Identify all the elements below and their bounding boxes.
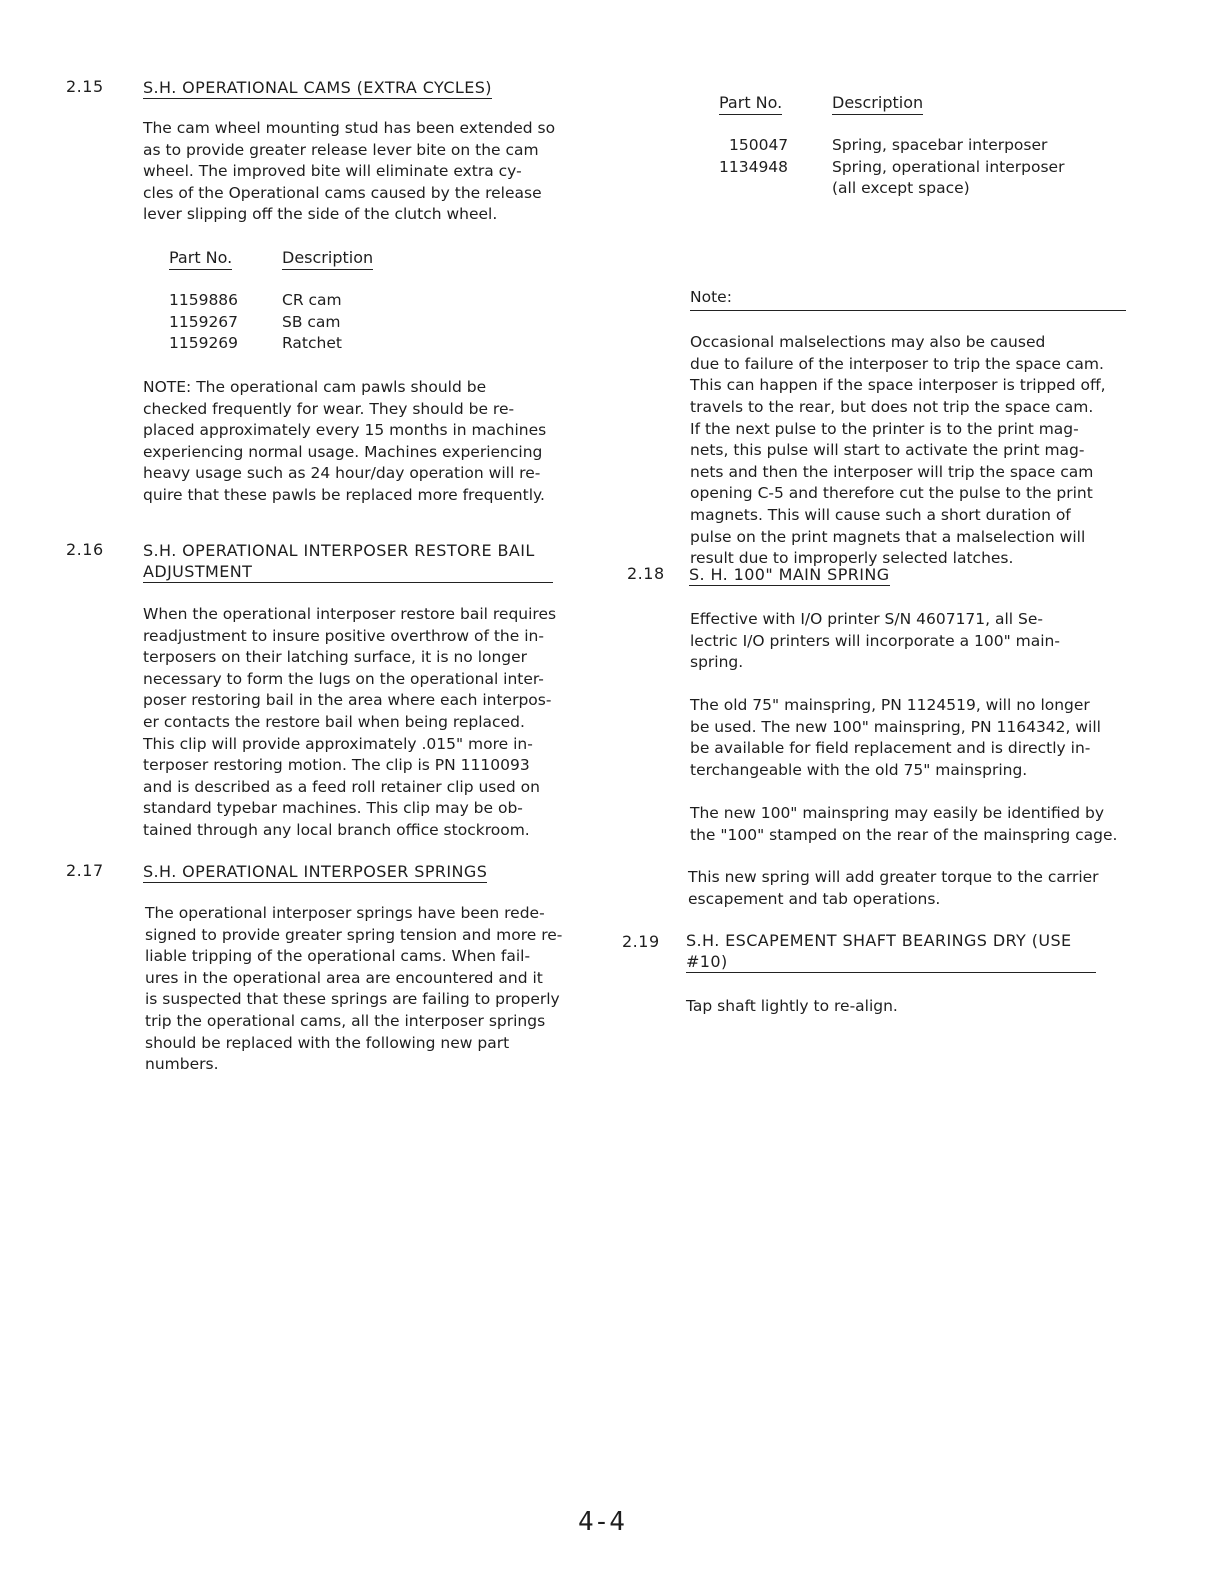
note-line: magnets. This will cause such a short duration of bbox=[690, 505, 1071, 524]
section-title-text: S. H. 100" MAIN SPRING bbox=[689, 565, 890, 584]
note-line: NOTE: The operational cam pawls should be bbox=[143, 378, 487, 396]
note-2-17 bbox=[690, 287, 1126, 570]
section-title-2-19 bbox=[686, 930, 1096, 973]
note-line: heavy usage such as 24 hour/day operation will re- bbox=[143, 464, 541, 483]
part-description: CR cam bbox=[282, 291, 342, 309]
para-line: liable tripping of the operational cams. When fail- bbox=[145, 947, 531, 966]
para-line: be available for field replacement and is directly in- bbox=[690, 739, 1091, 758]
note-line: quire that these pawls be replaced more frequently. bbox=[143, 485, 545, 504]
para-line: This clip will provide approximately .015" more in- bbox=[143, 734, 533, 753]
paragraph-2-15 bbox=[143, 118, 557, 226]
note-line: checked frequently for wear. They should be re- bbox=[143, 399, 515, 418]
section-title-2-18 bbox=[689, 564, 890, 585]
para-line: terchangeable with the old 75" mainspring. bbox=[690, 760, 1028, 779]
section-title-line: #10) bbox=[686, 952, 728, 971]
paragraph-2-17 bbox=[145, 903, 571, 1076]
paragraph-2-18-d bbox=[688, 867, 1118, 910]
para-line: The old 75" mainspring, PN 1124519, will no longer bbox=[690, 696, 1090, 714]
header-description: Description bbox=[832, 93, 923, 115]
part-description: SB cam bbox=[282, 312, 341, 331]
table-row bbox=[719, 135, 1064, 157]
para-line: terposers on their latching surface, it is no longer bbox=[143, 648, 528, 667]
para-line: trip the operational cams, all the interposer springs bbox=[145, 1011, 546, 1030]
part-description: Ratchet bbox=[282, 334, 342, 353]
header-description: Description bbox=[282, 248, 373, 270]
para-line: cles of the Operational cams caused by the release bbox=[143, 183, 542, 202]
part-number: 1159267 bbox=[169, 312, 239, 331]
section-title-line: ADJUSTMENT bbox=[143, 562, 253, 581]
paragraph-2-18-c bbox=[690, 803, 1132, 846]
para-line: er contacts the restore bail when being replaced. bbox=[143, 712, 525, 731]
section-title-line: S.H. ESCAPEMENT SHAFT BEARINGS DRY (USE bbox=[686, 931, 1072, 950]
paragraph-2-16 bbox=[143, 604, 571, 842]
note-line: nets, this pulse will start to activate the print mag- bbox=[690, 441, 1085, 460]
para-line: The new 100" mainspring may easily be identified by bbox=[690, 804, 1105, 822]
parts-table-header-2-15 bbox=[169, 248, 373, 269]
para-line: should be replaced with the following new part bbox=[145, 1033, 510, 1052]
para-line: The operational interposer springs have been rede- bbox=[145, 904, 545, 922]
paragraph-2-18-b bbox=[690, 695, 1136, 781]
part-description: Spring, spacebar interposer bbox=[832, 136, 1048, 154]
para-line: necessary to form the lugs on the operational inter- bbox=[143, 669, 544, 688]
part-description-cont: (all except space) bbox=[832, 179, 970, 198]
para-line: as to provide greater release lever bite on the cam bbox=[143, 140, 539, 159]
section-number-2-19: 2.19 bbox=[622, 932, 660, 951]
parts-table-2-15 bbox=[169, 290, 342, 355]
section-title-text: S.H. OPERATIONAL CAMS (EXTRA CYCLES) bbox=[143, 78, 492, 97]
para-line: lever slipping off the side of the clutch wheel. bbox=[143, 205, 498, 224]
table-row bbox=[169, 312, 342, 334]
section-title-2-16 bbox=[143, 540, 553, 583]
section-title-2-15 bbox=[143, 77, 492, 98]
section-number-2-17: 2.17 bbox=[66, 861, 104, 880]
para-line: This new spring will add greater torque to the carrier bbox=[688, 868, 1099, 886]
note-line: This can happen if the space interposer is tripped off, bbox=[690, 376, 1106, 395]
parts-table-2-17 bbox=[719, 135, 1064, 200]
para-line: signed to provide greater spring tension and more re- bbox=[145, 925, 563, 944]
para-line: wheel. The improved bite will eliminate extra cy- bbox=[143, 162, 522, 181]
part-number: 1134948 bbox=[719, 157, 789, 176]
para-line: and is described as a feed roll retainer clip used on bbox=[143, 777, 540, 796]
note-line: placed approximately every 15 months in machines bbox=[143, 421, 547, 440]
paragraph-2-19 bbox=[686, 996, 898, 1018]
section-title-line: S.H. OPERATIONAL INTERPOSER RESTORE BAIL bbox=[143, 541, 535, 560]
note-line: due to failure of the interposer to trip the space cam. bbox=[690, 354, 1104, 373]
para-line: escapement and tab operations. bbox=[688, 889, 941, 908]
table-row bbox=[169, 333, 342, 355]
para-line: lectric I/O printers will incorporate a 100" main- bbox=[690, 631, 1060, 650]
section-title-text: S.H. OPERATIONAL INTERPOSER SPRINGS bbox=[143, 862, 488, 881]
note-line bbox=[690, 287, 1126, 354]
para-line: ures in the operational area are encountered and it bbox=[145, 968, 543, 987]
note-line: result due to improperly selected latches. bbox=[690, 549, 1014, 568]
para-line: numbers. bbox=[145, 1055, 219, 1074]
part-number: 150047 bbox=[729, 136, 789, 154]
header-part-no: Part No. bbox=[719, 93, 782, 115]
para-line: The cam wheel mounting stud has been extended so bbox=[143, 119, 556, 137]
section-number-2-16: 2.16 bbox=[66, 540, 104, 559]
table-row bbox=[719, 178, 1064, 200]
para-line: terposer restoring motion. The clip is PN 1110093 bbox=[143, 756, 530, 775]
part-description: Spring, operational interposer bbox=[832, 157, 1065, 176]
note-line: If the next pulse to the printer is to the print mag- bbox=[690, 419, 1079, 438]
para-line: Effective with I/O printer S/N 4607171, all Se- bbox=[690, 610, 1044, 628]
note-line: pulse on the print magnets that a malselection will bbox=[690, 527, 1086, 546]
para-line: readjustment to insure positive overthrow of the in- bbox=[143, 626, 544, 645]
table-row bbox=[169, 290, 342, 312]
para-line: spring. bbox=[690, 653, 744, 672]
para-line: is suspected that these springs are failing to properly bbox=[145, 990, 560, 1009]
para-line: Tap shaft lightly to re-align. bbox=[686, 997, 898, 1015]
section-number-2-18: 2.18 bbox=[627, 564, 665, 583]
part-number: 1159886 bbox=[169, 291, 239, 309]
note-line: travels to the rear, but does not trip the space cam. bbox=[690, 397, 1094, 416]
note-label: Note: bbox=[690, 287, 1126, 311]
part-number: 1159269 bbox=[169, 334, 239, 353]
section-title-2-17 bbox=[143, 861, 487, 882]
note-line: nets and then the interposer will trip the space cam bbox=[690, 462, 1094, 481]
para-line: tained through any local branch office stockroom. bbox=[143, 820, 530, 839]
paragraph-2-18-a bbox=[690, 609, 1102, 674]
para-line: poser restoring bail in the area where each interpos- bbox=[143, 691, 552, 710]
note-line: experiencing normal usage. Machines experiencing bbox=[143, 442, 543, 461]
para-line: the "100" stamped on the rear of the mainspring cage. bbox=[690, 825, 1118, 844]
note-line: opening C-5 and therefore cut the pulse to the print bbox=[690, 484, 1093, 503]
section-number-2-15: 2.15 bbox=[66, 77, 104, 96]
header-part-no: Part No. bbox=[169, 248, 232, 270]
para-line: standard typebar machines. This clip may be ob- bbox=[143, 799, 523, 818]
table-row bbox=[719, 157, 1064, 179]
para-line: be used. The new 100" mainspring, PN 1164342, will bbox=[690, 717, 1101, 736]
parts-table-header-2-17 bbox=[719, 93, 923, 114]
page-number: 4-4 bbox=[578, 1507, 625, 1537]
note-text: Occasional malselections may also be caused bbox=[690, 333, 1046, 352]
para-line: When the operational interposer restore bail requires bbox=[143, 605, 557, 623]
note-2-15 bbox=[143, 377, 563, 507]
